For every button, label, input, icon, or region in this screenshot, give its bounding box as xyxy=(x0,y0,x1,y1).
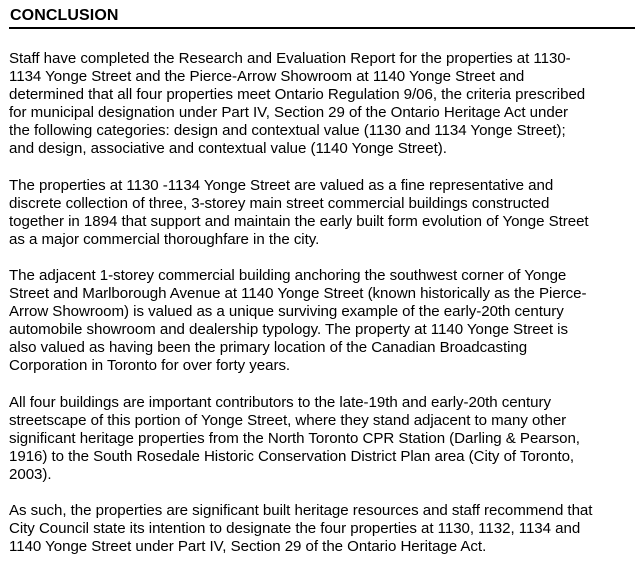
paragraph-line: for municipal designation under Part IV, Section 29 of the Ontario Heritage Act under xyxy=(9,104,569,122)
paragraph-line: The adjacent 1-storey commercial building anchoring the southwest corner of Yonge xyxy=(9,266,567,284)
paragraph-line: determined that all four properties meet Ontario Regulation 9/06, the criteria prescribed xyxy=(9,86,586,104)
paragraph-line: also valued as having been the primary location of the Canadian Broadcasting xyxy=(9,339,528,357)
paragraph-line: 1134 Yonge Street and the Pierce-Arrow Showroom at 1140 Yonge Street and xyxy=(9,68,525,86)
paragraph-line: discrete collection of three, 3-storey main street commercial buildings constructed xyxy=(9,194,550,212)
paragraph-summary xyxy=(9,50,641,159)
document-body xyxy=(9,50,641,574)
section-heading: CONCLUSION xyxy=(10,7,119,24)
paragraph-streetscape xyxy=(9,394,641,484)
paragraph-line: City Council state its intention to designate the four properties at 1130, 1132, 1134 and xyxy=(9,520,581,538)
paragraph-recommendation xyxy=(9,502,641,556)
paragraph-line: The properties at 1130 -1134 Yonge Street are valued as a fine representative and xyxy=(9,176,554,194)
section-heading-bar xyxy=(9,5,635,29)
paragraph-line: Corporation in Toronto for over forty years. xyxy=(9,357,291,375)
paragraph-yonge-1140 xyxy=(9,267,641,376)
paragraph-line: streetscape of this portion of Yonge Street, where they stand adjacent to many other xyxy=(9,411,567,429)
paragraph-yonge-1130-1134 xyxy=(9,177,641,249)
paragraph-line: 2003). xyxy=(9,465,52,483)
paragraph-line: as a major commercial thoroughfare in the city. xyxy=(9,230,320,248)
paragraph-line: All four buildings are important contributors to the late-19th and early-20th century xyxy=(9,393,551,411)
paragraph-line: and design, associative and contextual value (1140 Yonge Street). xyxy=(9,140,447,158)
paragraph-line: 1916) to the South Rosedale Historic Conservation District Plan area (City of Toronto, xyxy=(9,447,575,465)
paragraph-line: As such, the properties are significant built heritage resources and staff recommend that xyxy=(9,501,593,519)
paragraph-line: Arrow Showroom) is valued as a unique surviving example of the early-20th century xyxy=(9,303,564,321)
paragraph-line: significant heritage properties from the North Toronto CPR Station (Darling & Pearson, xyxy=(9,429,580,447)
paragraph-line: Staff have completed the Research and Evaluation Report for the properties at 1130- xyxy=(9,50,571,67)
paragraph-line: the following categories: design and contextual value (1130 and 1134 Yonge Street); xyxy=(9,122,566,140)
paragraph-line: Street and Marlborough Avenue at 1140 Yonge Street (known historically as the Pierce- xyxy=(9,285,587,303)
paragraph-line: together in 1894 that support and maintain the early built form evolution of Yonge Street xyxy=(9,212,589,230)
paragraph-line: automobile showroom and dealership typology. The property at 1140 Yonge Street is xyxy=(9,321,568,339)
paragraph-line: 1140 Yonge Street under Part IV, Section 29 of the Ontario Heritage Act. xyxy=(9,538,487,556)
